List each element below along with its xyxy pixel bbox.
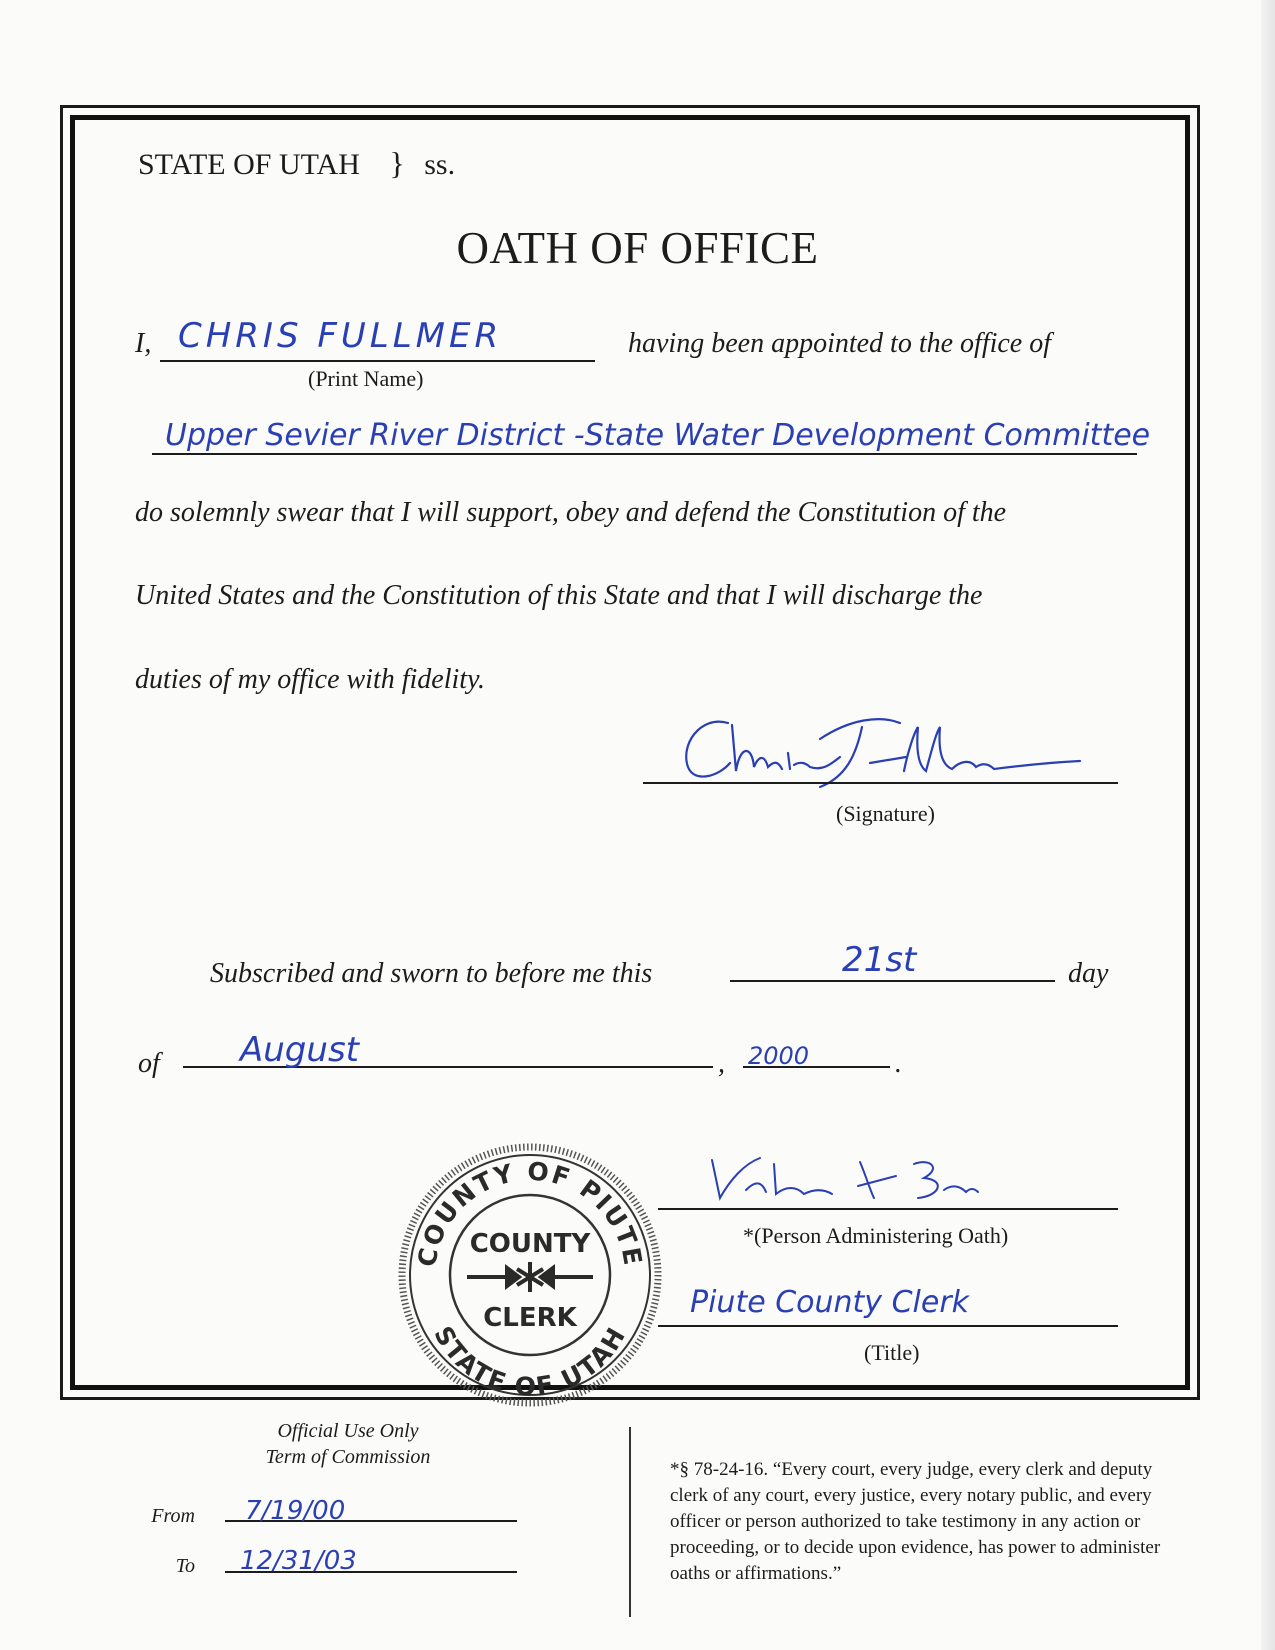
title-line — [658, 1325, 1118, 1327]
seal-star-icon — [467, 1262, 593, 1292]
title-caption: (Title) — [864, 1340, 920, 1365]
svg-text:STATE OF UTAH — [428, 1321, 631, 1401]
period: . — [895, 1048, 902, 1079]
document-title: OATH OF OFFICE — [456, 223, 819, 273]
to-label: To — [175, 1555, 195, 1577]
administrator-signature — [700, 1150, 980, 1210]
day-value: 21st — [842, 940, 917, 980]
day-line — [730, 980, 1055, 982]
state-brace: } — [389, 145, 405, 181]
state-of-utah-heading — [138, 145, 455, 182]
county-clerk-seal — [395, 1140, 665, 1410]
official-use-label: Official Use Only — [277, 1420, 419, 1442]
administering-caption: *(Person Administering Oath) — [743, 1223, 1009, 1248]
signature-caption: (Signature) — [836, 801, 935, 826]
comma: , — [718, 1048, 725, 1079]
from-value: 7/19/00 — [245, 1496, 346, 1526]
oath-body-line-1: do solemnly swear that I will support, obey and defend the Constitution of the — [135, 497, 1007, 528]
of-label: of — [138, 1048, 160, 1079]
month-value: August — [240, 1030, 359, 1070]
year-value: 2000 — [748, 1042, 810, 1070]
state-label: STATE OF UTAH — [138, 148, 360, 181]
office-line — [152, 453, 1137, 455]
i-label: I, — [135, 328, 152, 359]
office-value: Upper Sevier River District -State Water Development Committee — [165, 418, 1151, 453]
title-value: Piute County Clerk — [690, 1285, 970, 1320]
administering-line — [658, 1208, 1118, 1210]
day-label: day — [1068, 958, 1109, 989]
seal-top-text: COUNTY OF PIUTE — [412, 1156, 648, 1269]
term-of-commission-label: Term of Commission — [265, 1446, 431, 1468]
print-name-value: CHRIS FULLMER — [178, 316, 503, 356]
from-label: From — [151, 1505, 195, 1527]
ss-label: ss. — [424, 148, 456, 181]
seal-center-bottom: CLERK — [483, 1303, 577, 1333]
oath-body-line-2: United States and the Constitution of this State and that I will discharge the — [135, 580, 983, 611]
print-name-line — [160, 360, 595, 362]
oath-body-line-3: duties of my office with fidelity. — [135, 664, 485, 695]
print-name-caption: (Print Name) — [308, 366, 424, 391]
statute-note: *§ 78-24-16. “Every court, every judge, every clerk and deputy clerk of any court, every justice, every notary public, and every officer or person authorized to take testimony in any action or proceeding, or to decide upon evidence, has power to administer oaths or affirmations.” — [670, 1459, 1161, 1584]
to-value: 12/31/03 — [240, 1546, 357, 1576]
signature-line — [643, 782, 1118, 784]
sworn-prefix: Subscribed and sworn to before me this — [210, 958, 653, 989]
seal-center-top: COUNTY — [469, 1229, 591, 1259]
seal-bottom-text: STATE OF UTAH — [428, 1321, 632, 1402]
appointed-text: having been appointed to the office of — [628, 328, 1052, 359]
footer-divider — [629, 1427, 631, 1617]
